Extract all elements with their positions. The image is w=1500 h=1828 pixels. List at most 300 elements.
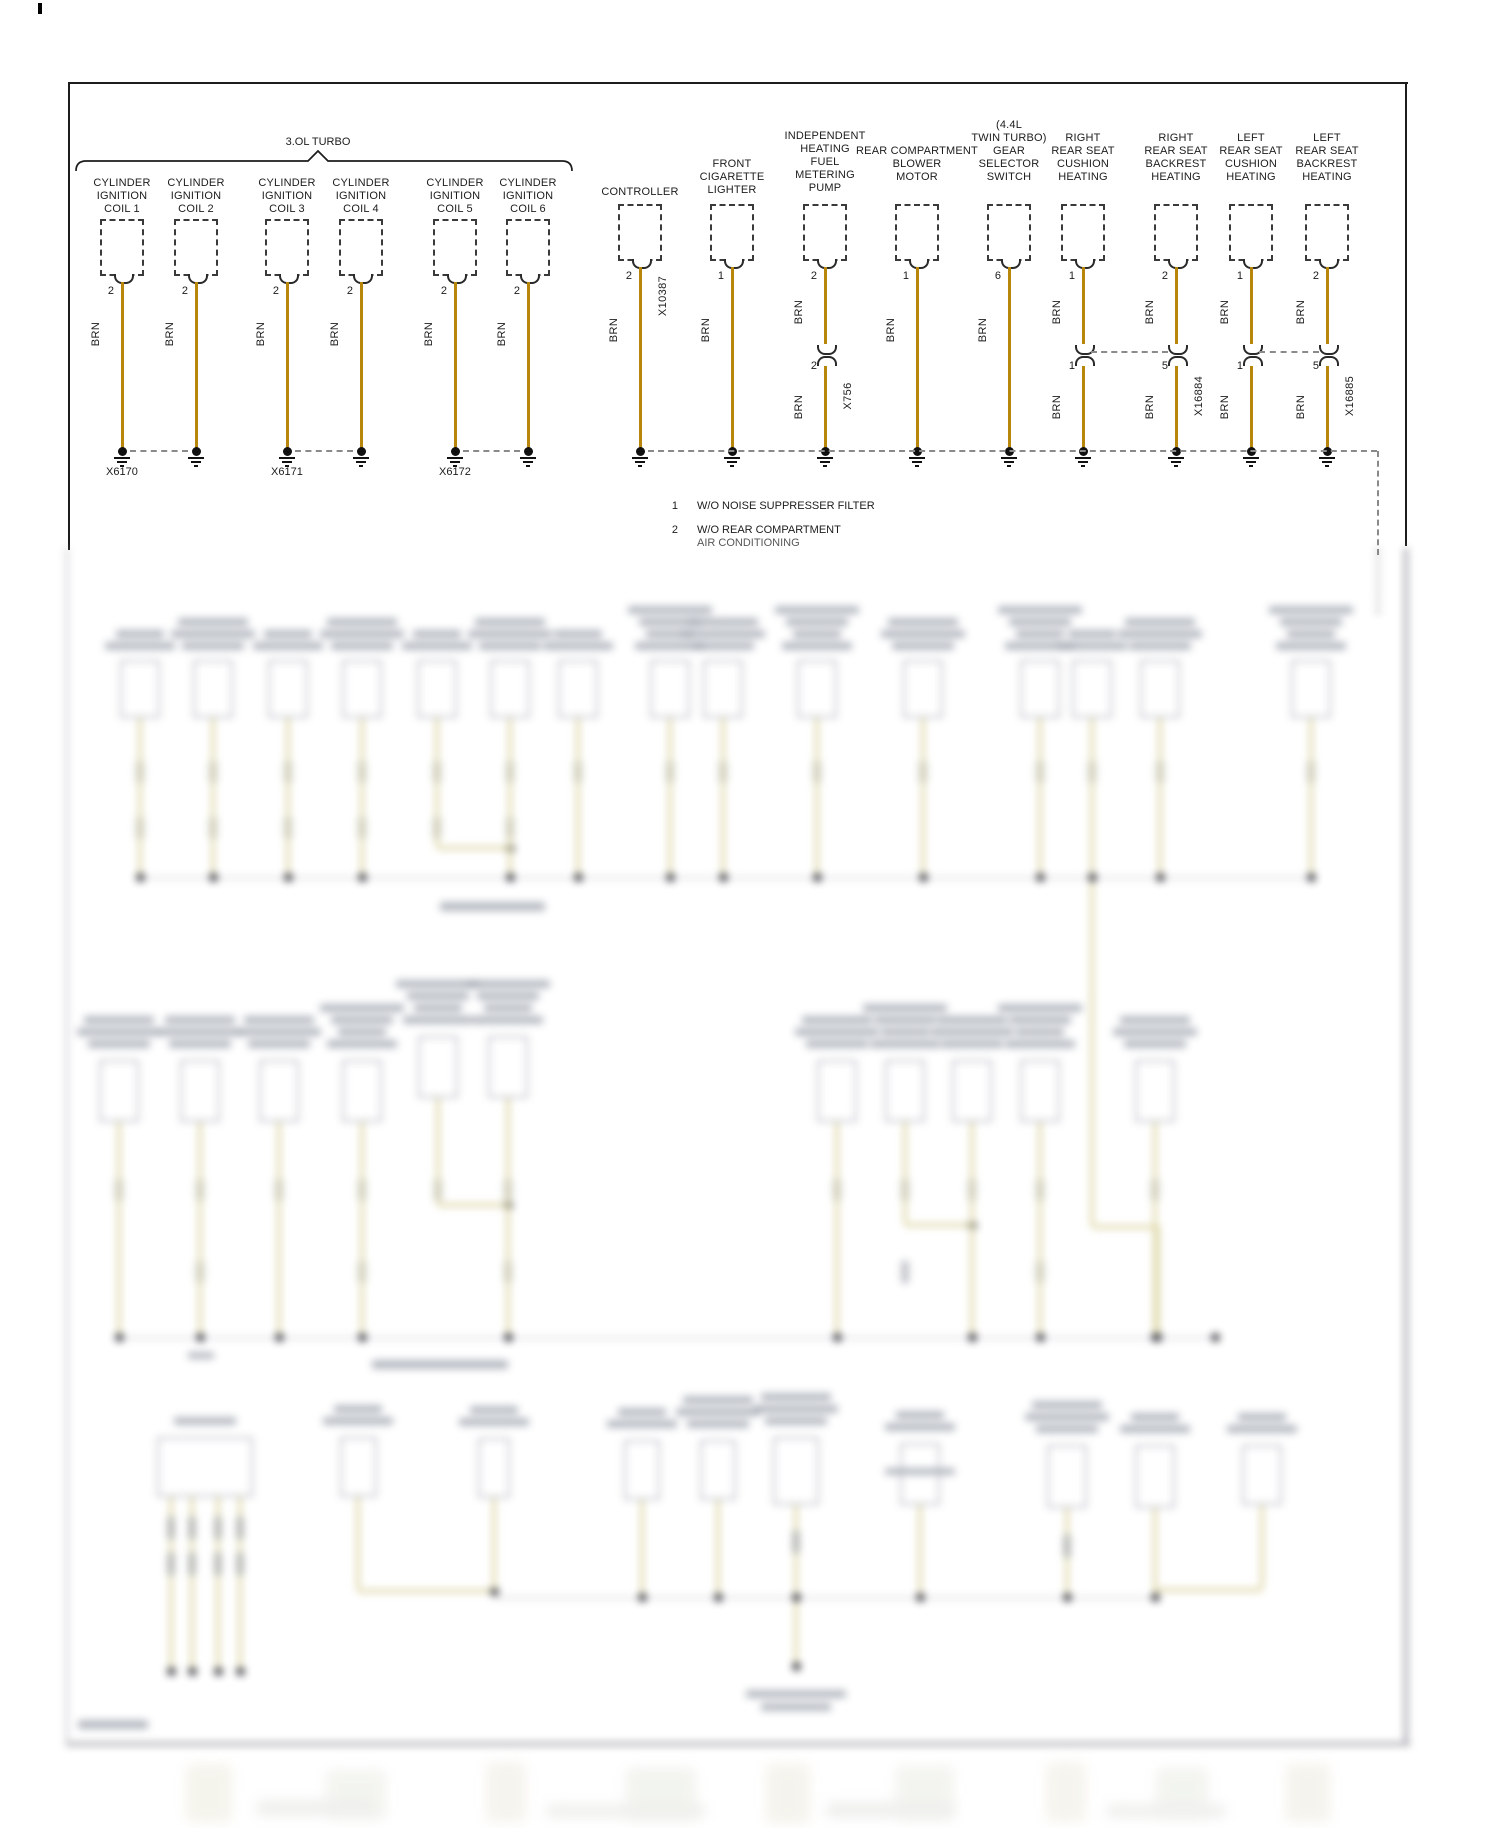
ground-bus-dashed [648, 450, 1377, 452]
blurred-wire [1153, 1122, 1157, 1335]
blurred-junction-dot [574, 873, 583, 882]
ground-bus-dashed [130, 450, 188, 452]
wire-brn [1175, 267, 1178, 344]
blurred-text [1227, 1425, 1297, 1433]
blurred-component-box [797, 660, 837, 718]
blurred-junction-dot [1036, 1333, 1045, 1342]
blurred-component-box [418, 1036, 458, 1098]
inline-pin-number: 1 [1068, 360, 1075, 372]
blurred-component-box [650, 660, 690, 718]
ground-icon [526, 465, 530, 467]
ground-icon [1171, 461, 1181, 463]
component-label: (4.4L [995, 119, 1023, 131]
blurred-component-box [817, 1060, 857, 1122]
ground-icon [1081, 465, 1085, 467]
blurred-inline-connector [236, 1552, 244, 1576]
blurred-text [676, 1408, 760, 1416]
blurred-text [1068, 630, 1116, 638]
ground-icon [188, 457, 204, 459]
wire-color-label: BRN [1295, 394, 1307, 420]
blurred-wire [438, 1203, 508, 1207]
component-label: CYLINDER [332, 177, 390, 189]
blurred-wire [905, 1223, 972, 1227]
pin-number: 2 [1161, 270, 1168, 282]
blurred-component-box [342, 660, 382, 718]
ground-icon [1243, 457, 1259, 459]
ground-icon [912, 461, 922, 463]
blurred-component-box [180, 1060, 220, 1122]
faint-smear [1046, 1762, 1086, 1822]
ground-bus-dashed [463, 450, 520, 452]
component-label: METERING [795, 169, 855, 181]
blurred-wire [1153, 1508, 1157, 1595]
inline-connector-icon [1243, 345, 1263, 355]
blurred-wire [436, 1098, 440, 1203]
blurred-text [1036, 1425, 1098, 1433]
pin-number: 2 [810, 270, 817, 282]
pin-number: 2 [272, 285, 279, 297]
blurred-inline-connector [792, 1530, 800, 1554]
blurred-component-box [120, 660, 160, 718]
ground-icon [1168, 457, 1184, 459]
blurred-text [1032, 1401, 1102, 1409]
blurred-junction-dot [236, 1667, 245, 1676]
component-label: CYLINDER [499, 177, 557, 189]
blurred-text [440, 902, 545, 911]
blurred-text [688, 618, 758, 626]
blurred-text [874, 1016, 936, 1024]
blurred-component-box [1242, 1445, 1282, 1505]
blurred-component-box [1047, 1445, 1087, 1508]
pin-number: 1 [1236, 270, 1243, 282]
note-text: W/O REAR COMPARTMENT [697, 524, 841, 536]
blurred-text [466, 980, 550, 988]
component-label: CYLINDER [167, 177, 225, 189]
blurred-component-box [1135, 1060, 1175, 1122]
wire-brn [1326, 267, 1329, 344]
blurred-wire [640, 1500, 644, 1595]
blurred-wire [492, 1498, 496, 1589]
ground-icon [727, 461, 737, 463]
component-label: COIL 4 [343, 203, 379, 215]
blurred-text [1287, 630, 1335, 638]
blurred-wire [918, 1505, 922, 1595]
wire-brn [286, 282, 289, 451]
blurred-wire [1260, 1505, 1264, 1588]
component-label: REAR SEAT [1051, 145, 1115, 157]
ground-icon [1078, 461, 1088, 463]
blurred-text [338, 1028, 386, 1036]
blurred-junction-dot [1151, 1593, 1160, 1602]
faint-smear [1106, 1804, 1226, 1818]
component-box [433, 219, 477, 276]
faint-next-sheet-strip [66, 1756, 1416, 1828]
blurred-text [806, 1040, 868, 1048]
ground-icon [817, 457, 833, 459]
blurred-text [1025, 1413, 1109, 1421]
note-number: 1 [671, 500, 678, 512]
blurred-text [937, 1016, 1007, 1024]
inline-connector-icon [1243, 356, 1263, 366]
connector-collar-icon [188, 274, 208, 284]
pin-number: 2 [625, 270, 632, 282]
connector-collar-icon [114, 274, 134, 284]
wire-brn [527, 282, 530, 451]
component-label: COIL 6 [510, 203, 546, 215]
wire-brn [824, 364, 827, 451]
component-label: IGNITION [335, 190, 387, 202]
blurred-text [1280, 618, 1342, 626]
blurred-wire [211, 718, 215, 875]
blurred-wire [1158, 718, 1162, 875]
ground-icon [359, 465, 363, 467]
inline-connector-icon [1319, 345, 1339, 355]
wire-brn [1250, 364, 1253, 451]
ground-icon [1249, 465, 1253, 467]
bracket-title: 3.OL TURBO [285, 136, 351, 148]
wire-brn [824, 267, 827, 344]
component-label: COIL 2 [178, 203, 214, 215]
blurred-wire [815, 718, 819, 875]
ground-icon [1004, 461, 1014, 463]
ground-icon [117, 461, 127, 463]
inline-pin-number: 1 [1236, 360, 1243, 372]
component-label: CONTROLLER [601, 186, 679, 198]
pin-number: 2 [346, 285, 353, 297]
note-text: AIR CONDITIONING [697, 537, 800, 549]
blurred-component-box [1135, 1445, 1175, 1508]
blurred-component-box [478, 1438, 510, 1498]
wire-brn [360, 282, 363, 451]
component-box [618, 204, 662, 261]
component-label: SELECTOR [978, 158, 1040, 170]
ground-icon [282, 461, 292, 463]
wire-brn [1008, 267, 1011, 451]
connector-collar-icon [724, 259, 744, 269]
blurred-text [403, 1016, 473, 1024]
blurred-text [320, 630, 404, 638]
ground-icon [447, 457, 463, 459]
pin-number: 2 [440, 285, 447, 297]
blurred-text [84, 1016, 154, 1024]
blurred-text [870, 1040, 940, 1048]
blurred-text [761, 1393, 831, 1401]
blurred-diagram-content [60, 548, 1420, 1754]
blurred-text [802, 1016, 872, 1024]
blurred-inline-connector [167, 1516, 175, 1540]
component-label: GEAR [993, 145, 1025, 157]
blurred-text [543, 642, 613, 650]
blurred-junction-dot [506, 873, 515, 882]
pin-number: 6 [994, 270, 1001, 282]
blurred-junction-dot [196, 1333, 205, 1342]
note-number: 2 [671, 524, 678, 536]
blurred-text [1131, 1413, 1179, 1421]
blurred-text [1129, 642, 1191, 650]
wire-color-label: BRN [608, 317, 620, 343]
blurred-text [885, 1468, 955, 1475]
blurred-text [473, 1016, 543, 1024]
blurred-text [1016, 630, 1064, 638]
component-label: SWITCH [986, 171, 1032, 183]
blurred-inline-connector [901, 1260, 909, 1284]
blurred-wire [1090, 718, 1094, 1225]
page-border-right [1405, 82, 1407, 546]
component-box [987, 204, 1031, 261]
connector-collar-icon [353, 274, 373, 284]
wire-brn [1082, 364, 1085, 451]
blurred-text [237, 1028, 321, 1036]
wire-brn [454, 282, 457, 451]
box-connector-id: X10387 [657, 275, 669, 317]
component-label: LIGHTER [707, 184, 757, 196]
ground-icon [724, 457, 740, 459]
ground-connector-id: X6170 [106, 466, 138, 478]
blurred-wire [576, 718, 580, 875]
blurred-text [182, 642, 244, 650]
wire-color-label: BRN [1219, 299, 1231, 325]
ground-dot-icon [357, 447, 366, 456]
component-box [895, 204, 939, 261]
ground-connector-id: X6172 [439, 466, 471, 478]
inline-connector-id: X756 [842, 382, 854, 410]
blurred-component-box [1020, 1060, 1060, 1122]
blurred-text [782, 642, 852, 650]
blurred-component-box [157, 1437, 253, 1497]
blurred-underlying-page [60, 548, 1420, 1754]
component-label: LEFT [1237, 132, 1265, 144]
blurred-wire [1155, 1588, 1262, 1592]
blurred-component-box [99, 1060, 139, 1122]
component-label: REAR SEAT [1295, 145, 1359, 157]
component-label: FUEL [810, 156, 840, 168]
blurred-component-box [1020, 660, 1060, 718]
blurred-component-box [1140, 660, 1180, 718]
blurred-text [77, 1028, 161, 1036]
blurred-text [264, 630, 312, 638]
blurred-junction-dot [813, 873, 822, 882]
inline-connector-icon [817, 345, 837, 355]
inline-connector-icon [1168, 356, 1188, 366]
blurred-text [475, 618, 545, 626]
component-label: REAR SEAT [1219, 145, 1283, 157]
blurred-text [881, 630, 965, 638]
pin-number: 1 [902, 270, 909, 282]
component-box [1061, 204, 1105, 261]
blurred-wire [508, 718, 512, 875]
blurred-component-box [259, 1060, 299, 1122]
blurred-text [1009, 1016, 1071, 1024]
wire-brn [1326, 364, 1329, 451]
blurred-wire [138, 718, 142, 875]
blurred-junction-dot [115, 1333, 124, 1342]
blurred-wire [903, 1122, 907, 1223]
blurred-text [1120, 1425, 1190, 1433]
wire-color-label: BRN [423, 321, 435, 347]
blurred-junction-dot [275, 1333, 284, 1342]
blurred-component-box [952, 1060, 992, 1122]
pin-number: 2 [107, 285, 114, 297]
component-label: TWIN TURBO) [971, 132, 1047, 144]
blurred-junction-dot [1211, 1333, 1220, 1342]
blurred-junction-dot [916, 1593, 925, 1602]
blurred-junction-dot [1063, 1593, 1072, 1602]
component-box [265, 219, 309, 276]
ground-icon [730, 465, 734, 467]
blurred-wire [117, 1122, 121, 1335]
blurred-text [1269, 606, 1353, 614]
blurred-text [188, 1352, 214, 1359]
ground-icon [638, 465, 642, 467]
blurred-junction-dot [968, 1333, 977, 1342]
blurred-text [244, 1016, 314, 1024]
connector-collar-icon [1243, 259, 1263, 269]
ground-dot-icon [118, 447, 127, 456]
faint-smear [546, 1804, 706, 1818]
component-label: CYLINDER [93, 177, 151, 189]
wire-color-label: BRN [1295, 299, 1307, 325]
ground-dot-icon [524, 447, 533, 456]
blurred-text [253, 642, 323, 650]
blurred-junction-dot [214, 1667, 223, 1676]
blurred-text [470, 1406, 518, 1414]
inline-connector-icon [1319, 356, 1339, 366]
blurred-text [885, 1423, 955, 1431]
component-label: HEATING [1302, 171, 1352, 183]
component-box [100, 219, 144, 276]
blurred-junction-dot [167, 1667, 176, 1676]
blurred-wire [286, 718, 290, 875]
blurred-text [158, 1028, 242, 1036]
connector-collar-icon [817, 259, 837, 269]
blurred-text [618, 1408, 666, 1416]
blurred-component-box [1291, 660, 1331, 718]
component-label: LEFT [1313, 132, 1341, 144]
blurred-text [998, 606, 1082, 614]
pin-number: 1 [717, 270, 724, 282]
blurred-text [793, 630, 841, 638]
blurred-junction-dot [792, 1662, 801, 1671]
blurred-text [407, 992, 469, 1000]
ground-icon [1325, 465, 1329, 467]
blurred-text [896, 1411, 944, 1419]
blurred-text [484, 1004, 532, 1012]
component-box [339, 219, 383, 276]
ground-icon [1075, 457, 1091, 459]
faint-smear [1286, 1764, 1330, 1822]
blurred-text [941, 1040, 1003, 1048]
blurred-text [628, 606, 712, 614]
blurred-text [1009, 618, 1071, 626]
blurred-text [477, 992, 539, 1000]
blurred-component-box [703, 660, 743, 718]
blurred-junction-dot [209, 873, 218, 882]
blurred-text [372, 1360, 508, 1369]
component-box [174, 219, 218, 276]
component-label: MOTOR [896, 171, 938, 183]
inline-connector-icon [817, 356, 837, 366]
faint-smear [766, 1764, 810, 1824]
blurred-text [998, 1004, 1082, 1012]
blurred-junction-dot [1307, 873, 1316, 882]
pin-number: 2 [513, 285, 520, 297]
blurred-junction-dot [136, 873, 145, 882]
component-label: CUSHION [1056, 158, 1110, 170]
wire-color-label: BRN [977, 317, 989, 343]
blurred-junction-dot [833, 1333, 842, 1342]
component-box [1154, 204, 1198, 261]
component-label: CUSHION [1224, 158, 1278, 170]
blurred-wire [1038, 1122, 1042, 1335]
ground-icon [353, 457, 369, 459]
blurred-text [1016, 1028, 1064, 1036]
ground-icon [279, 457, 295, 459]
blurred-text [327, 618, 397, 626]
engine-variant-bracket [60, 133, 580, 178]
blurred-text [174, 1417, 236, 1425]
wire-color-label: BRN [1051, 394, 1063, 420]
blurred-text [331, 642, 393, 650]
component-label: IGNITION [170, 190, 222, 202]
blurred-text [165, 1016, 235, 1024]
page-border-top [68, 82, 1408, 84]
component-label: PUMP [808, 182, 842, 194]
component-label: COIL 5 [437, 203, 473, 215]
ground-icon [1246, 461, 1256, 463]
component-box [803, 204, 847, 261]
blurred-junction-dot [358, 873, 367, 882]
blurred-text [468, 630, 552, 638]
blurred-wire [277, 1122, 281, 1335]
blurred-junction-dot [792, 1593, 801, 1602]
blurred-text [687, 1420, 749, 1428]
blurred-text [930, 1028, 1014, 1036]
component-box [1305, 204, 1349, 261]
blurred-wire [716, 1500, 720, 1595]
ground-icon [356, 461, 366, 463]
blurred-junction-dot [714, 1593, 723, 1602]
ground-icon [820, 461, 830, 463]
wire-brn [916, 267, 919, 451]
blurred-component-box [488, 1036, 528, 1098]
blurred-component-box [558, 660, 598, 718]
blurred-component-box [903, 660, 943, 718]
component-label: BLOWER [892, 158, 942, 170]
inline-pin-number: 5 [1161, 360, 1168, 372]
wire-color-label: BRN [885, 317, 897, 343]
blurred-text [1276, 642, 1346, 650]
wire-color-label: BRN [1144, 299, 1156, 325]
connector-collar-icon [1168, 259, 1188, 269]
blurred-inline-connector [188, 1516, 196, 1540]
bracket-brace [60, 133, 580, 178]
blurred-wire [506, 1098, 510, 1335]
component-label: COIL 3 [269, 203, 305, 215]
component-label: IGNITION [261, 190, 313, 202]
blurred-text [1118, 630, 1202, 638]
blurred-text [1005, 1040, 1075, 1048]
blurred-component-box [193, 660, 233, 718]
ground-icon [1001, 457, 1017, 459]
blurred-text [1125, 618, 1195, 626]
blurred-bus [494, 1597, 1160, 1599]
inline-pin-number: 5 [1312, 360, 1319, 372]
blurred-wire [970, 1122, 974, 1335]
blurred-component-box [490, 660, 530, 718]
component-label: REAR COMPARTMENT [856, 145, 978, 157]
pin-number: 2 [1312, 270, 1319, 282]
blurred-inline-connector [214, 1552, 222, 1576]
